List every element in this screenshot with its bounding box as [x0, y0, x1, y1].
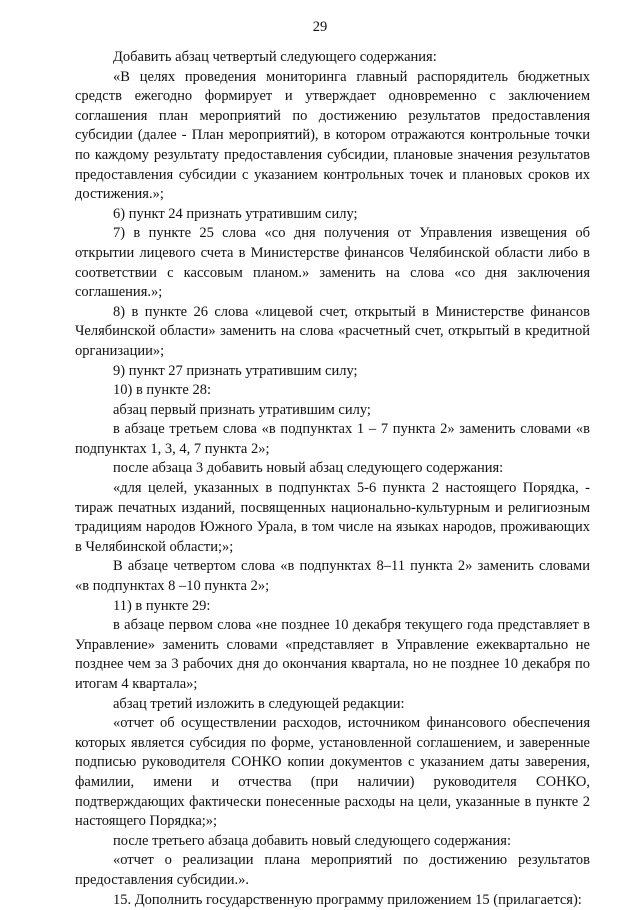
paragraph: после абзаца 3 добавить новый абзац следующего содержания: [113, 460, 504, 477]
paragraph: В абзаце четвертом слова «в подпунктах 8–11 пункта 2» заменить словами «в подпунктах 8 –10 пункта 2»; [75, 558, 590, 595]
paragraph: 6) пункт 24 признать утратившим силу; [113, 205, 358, 222]
paragraph: 7) в пункте 25 слова «со дня получения от Управления извещения об открытии лицевого счета в Министерстве финансов Челябинской области либо в соответствии с кассовым планом.» заменить на слова «со дня заключения соглашения.»; [75, 225, 590, 301]
paragraph: 8) в пункте 26 слова «лицевой счет, открытый в Министерстве финансов Челябинской области» заменить на слова «расчетный счет, открытый в кредитной организации»; [75, 303, 590, 359]
page-number: 29 [312, 19, 328, 35]
paragraph: «отчет об осуществлении расходов, источником финансового обеспечения которых является субсидия по форме, установленной соглашением, и заверенные подписью руководителя СОНКО копии документов с указанием даты заверения, фамилии, имени и отчества (при наличии) руководителя СОНКО, подтверждающих фактически понесенные расходы на цели, указанные в пункте 2 настоящего Порядка;»; [75, 715, 590, 830]
paragraph: в абзаце третьем слова «в подпунктах 1 – 7 пункта 2» заменить словами «в подпунктах 1, 3, 4, 7 пункта 2»; [75, 421, 590, 457]
paragraph: 9) пункт 27 признать утратившим силу; [113, 362, 358, 379]
paragraph: «В целях проведения мониторинга главный распорядитель бюджетных средств ежегодно формирует и утверждает одновременно с заключением соглашения план мероприятий по достижению результатов предоставления субсидии (далее - План мероприятий), в котором отражаются контрольные точки по каждому результату предоставления субсидии, плановые значения результатов предоставления субсидии с указанием контрольных точек и плановых сроков их достижения.»; [75, 68, 590, 203]
paragraph: «для целей, указанных в подпунктах 5-6 пункта 2 настоящего Порядка, - тираж печатных изданий, посвященных национально-культурным и религиозным традициям народов Южного Урала, в том числе на языках народов, проживающих в Челябинской области;»; [75, 480, 590, 555]
paragraph: Добавить абзац четвертый следующего содержания: [113, 49, 437, 65]
paragraph: в абзаце первом слова «не позднее 10 декабря текущего года представляет в Управление» заменить словами «представляет в Управление ежеквартально не позднее чем за 3 рабочих дня до окончания квартала, но не позднее 10 декабря по итогам 4 квартала»; [75, 617, 590, 692]
paragraph: 15. Дополнить государственную программу приложением 15 (прилагается): [113, 891, 582, 908]
paragraph: 11) в пункте 29: [113, 597, 211, 614]
paragraph: 10) в пункте 28: [113, 382, 211, 399]
paragraph: «отчет о реализации плана мероприятий по достижению результатов предоставления субсидии.». [75, 852, 590, 888]
paragraph: после третьего абзаца добавить новый следующего содержания: [113, 832, 511, 849]
paragraph: абзац первый признать утратившим силу; [113, 401, 371, 418]
document-body [75, 48, 590, 910]
paragraph: абзац третий изложить в следующей редакции: [113, 695, 405, 712]
